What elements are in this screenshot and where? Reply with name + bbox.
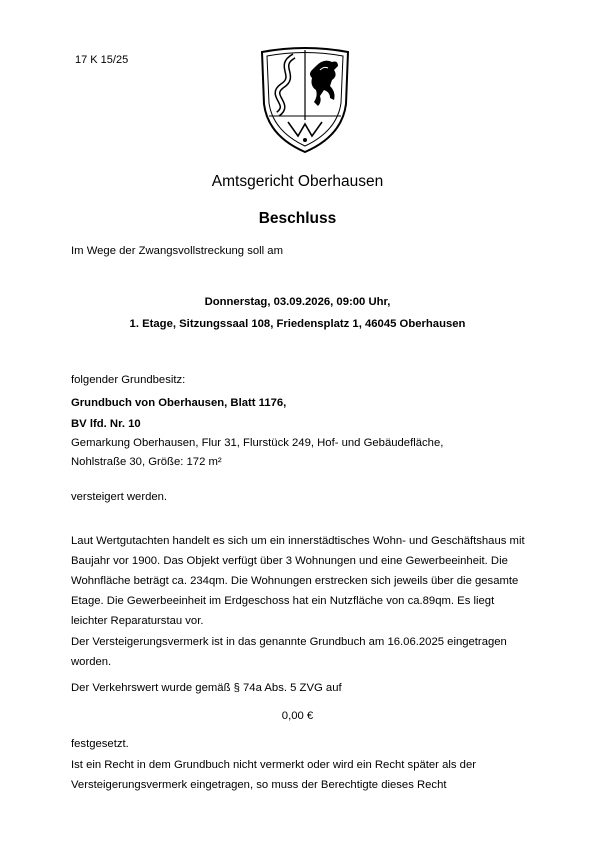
verkehrswert-value: 0,00 € (281, 710, 314, 722)
document-title: Beschluss (258, 210, 337, 227)
gemarkung: Gemarkung Oberhausen, Flur 31, Flurstück 249, Hof- und Gebäudefläche, (71, 437, 444, 449)
festgesetzt-text: festgesetzt. (71, 738, 129, 750)
gutachten-paragraph: Laut Wertgutachten handelt es sich um ein innerstädtisches Wohn- und Geschäftshaus mit Baujahr vor 1900. Das Objekt verfügt über 3 Wohnungen und eine Gewerbeeinheit. Die Wohnfläche beträgt ca. 234qm. Die Wohnungen erstrecken sich jeweils über die gesamte Etage. Die Gewerbeeinheit im Erdgeschoss hat ein Nutzfläche von ca.89qm. Es liegt leichter Reparaturstau vor. (71, 535, 525, 627)
verkehrswert-label: Der Verkehrswert wurde gemäß § 74a Abs. 5 ZVG auf (71, 682, 342, 694)
address-size: Nohlstraße 30, Größe: 172 m² (71, 456, 222, 468)
court-name: Amtsgericht Oberhausen (211, 173, 384, 190)
coat-of-arms-icon (258, 44, 352, 154)
termin-location: 1. Etage, Sitzungssaal 108, Friedensplatz 1, 46045 Oberhausen (129, 318, 466, 330)
vermerk-paragraph: Der Versteigerungsvermerk ist in das genannte Grundbuch am 16.06.2025 eingetragen worden. (71, 636, 507, 668)
bv-number: BV lfd. Nr. 10 (71, 418, 141, 430)
termin-date: Donnerstag, 03.09.2026, 09:00 Uhr, (204, 296, 391, 308)
intro-text: Im Wege der Zwangsvollstreckung soll am (71, 245, 284, 257)
recht-paragraph: Ist ein Recht in dem Grundbuch nicht vermerkt oder wird ein Recht später als der Versteigerungsvermerk eingetragen, so muss der Berechtigte dieses Recht (71, 759, 476, 791)
grundbesitz-label: folgender Grundbesitz: (71, 374, 186, 386)
versteigert-text: versteigert werden. (71, 491, 168, 503)
grundbuch-entry: Grundbuch von Oberhausen, Blatt 1176, (71, 397, 287, 409)
aktenzeichen: 17 K 15/25 (75, 54, 129, 66)
